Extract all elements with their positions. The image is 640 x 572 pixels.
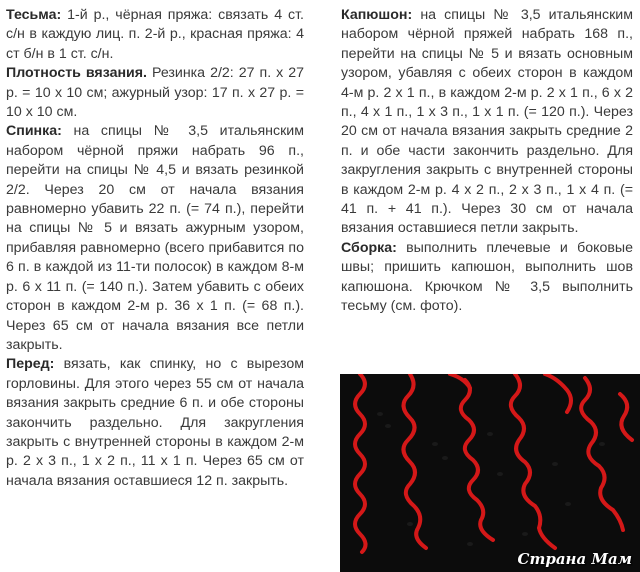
tesma-text: 1-й р., чёрная пряжа: связать 4 ст. с/н в каждую лиц. п. 2-й р., красная пряжа: 4 ст б/н в 1 ст. с/н. [6, 7, 304, 62]
density-text: Резинка 2/2: 27 п. х 27 р. = 10 х 10 см; ажурный узор: 17 п. х 27 р. = 10 х 10 см. [6, 65, 305, 121]
front-heading: Перед: [6, 356, 55, 373]
back-text: на спицы № 3,5 итальянским набором чёрной пряжи набрать 96 п., перейти на спицы № 4,5 и вязать резинкой 2/2. Через 20 см от начала вязания равномерно убавить 22 п. (= 74 п.), перейти на спицы № 5 и вязать ажурным узором, прибавляя равномерно (всего прибавится по 6 п. в каждой из 11-ти полосок) в каждом 8-м р. 6 х 11 п. (= 140 п.). Затем убавить с обеих сторон в каждом 2-м р. 36 х 1 п. (= 68 п.). Через 65 см от начала вязания все петли закрыть. [6, 123, 304, 353]
density-paragraph [6, 64, 304, 122]
hood-text: на спицы № 3,5 итальянским набором чёрной пряжей набрать 168 п., перейти на спицы № 5 и вязать основным узором, убавляя с обеих сторон в каждом 4-м р. 2 х 1 п., в каждом 2-м р. 2 х 1 п., 6 х 2 п., 4 х 1 п., 1 х 3 п., 1 х 1 п. (= 120 п.). Через 20 см от начала вязания закрыть средние 2 п. и обе части закончить раздельно. Для закругления закрыть с внутренней стороны в каждом 2-м р. 4 х 2 п., 2 х 3 п., 1 х 4 п. (= 41 п. + 41 п.). Через 30 см от начала вязания оставшиеся петли закрыть. [341, 7, 633, 237]
assembly-text: выполнить плечевые и боковые швы; пришить капюшон, выполнить шов капюшона. Крючком № 3,5 выполнить тесьму (см. фото). [341, 239, 633, 315]
knitted-garment-photo [340, 374, 640, 572]
watermark-text: Страна Мам [517, 550, 632, 568]
front-paragraph [6, 355, 304, 491]
hood-paragraph [341, 6, 633, 239]
left-column [6, 6, 304, 491]
right-column [341, 6, 633, 317]
density-heading: Плотность вязания. [6, 65, 147, 82]
photo-drawing [340, 374, 640, 572]
back-heading: Спинка: [6, 123, 62, 140]
assembly-heading: Сборка: [341, 239, 397, 256]
tesma-paragraph [6, 6, 304, 64]
back-paragraph [6, 122, 304, 355]
hood-heading: Капюшон: [341, 7, 413, 23]
tesma-heading: Тесьма: [6, 7, 62, 23]
front-text: вязать, как спинку, но с вырезом горловины. Для этого через 55 см от начала вязания закрыть средние 6 п. и обе стороны закончить раздельно. Для закругления закрыть с внутренней стороны в каждом 2-м р. 2 х 3 п., 1 х 2 п., 11 х 1 п. Через 65 см от начала вязания оставшиеся 12 п. закрыть. [6, 356, 304, 489]
assembly-paragraph [341, 239, 633, 317]
